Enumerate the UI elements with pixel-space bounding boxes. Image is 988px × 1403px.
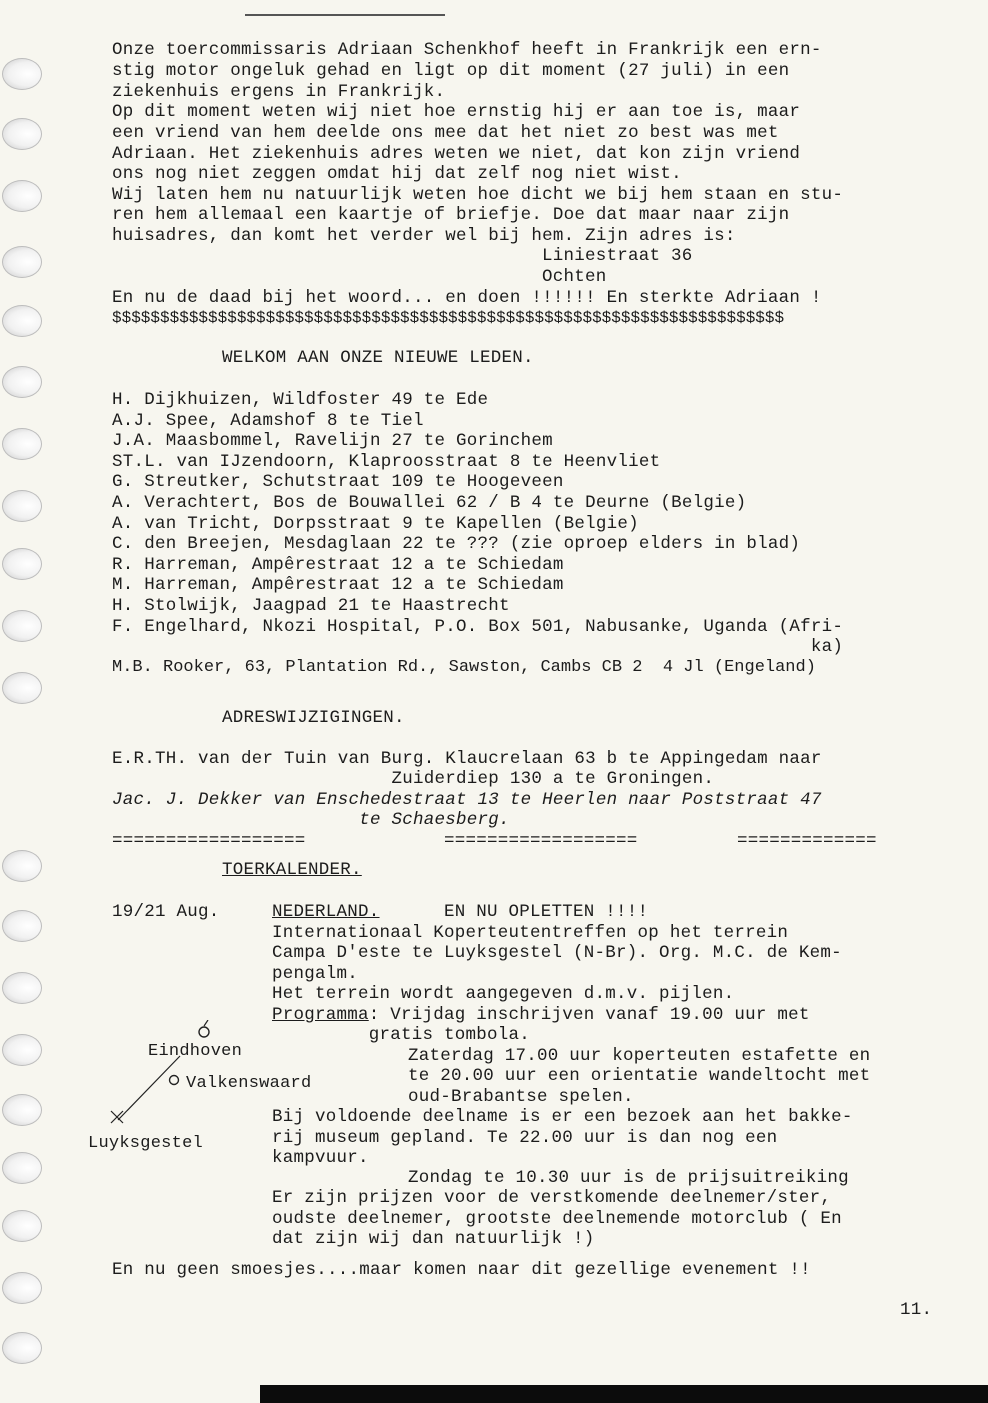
binder-hole — [2, 1332, 42, 1364]
separator: ============= — [737, 831, 877, 851]
address-street: Liniestraat 36 — [542, 246, 693, 266]
member-line: G. Streutker, Schutstraat 109 te Hoogeveen — [112, 472, 564, 492]
intro-line: Onze toercommissaris Adriaan Schenkhof heeft in Frankrijk een ern- — [112, 40, 822, 60]
intro-line: Wij laten hem nu natuurlijk weten hoe dicht we bij hem staan en stu- — [112, 185, 844, 205]
map-label-luyksgestel: Luyksgestel — [88, 1134, 203, 1153]
program-line: Er zijn prijzen voor de verstkomende deelnemer/ster, — [272, 1188, 832, 1208]
member-line: ka) — [112, 637, 844, 657]
scan-edge-cut — [0, 1385, 260, 1403]
member-line: J.A. Maasbommel, Ravelijn 27 te Gorinchem — [112, 431, 553, 451]
member-line: H. Stolwijk, Jaagpad 21 te Haastrecht — [112, 596, 510, 616]
member-line: F. Engelhard, Nkozi Hospital, P.O. Box 501, Nabusanke, Uganda (Afri- — [112, 617, 844, 637]
member-line: A. van Tricht, Dorpsstraat 9 te Kapellen (Belgie) — [112, 514, 639, 534]
program-line: rij museum gepland. Te 22.00 uur is dan nog een — [272, 1128, 778, 1148]
binder-hole — [2, 180, 42, 212]
valkenswaard-marker — [170, 1076, 179, 1085]
intro-closing: En nu de daad bij het woord... en doen !!!!!! En sterkte Adriaan ! — [112, 288, 822, 308]
address-change-line: Jac. J. Dekker van Enschedestraat 13 te Heerlen naar Poststraat 47 — [112, 790, 822, 810]
binder-hole — [2, 58, 42, 90]
binder-holes — [0, 0, 60, 1403]
binder-hole — [2, 490, 42, 522]
binder-hole — [2, 910, 42, 942]
dollar-divider: $$$$$$$$$$$$$$$$$$$$$$$$$$$$$$$$$$$$$$$$$$$$$$$$$$$$$$$$$$$$$$$$$$$$$$ — [112, 309, 785, 327]
eindhoven-marker — [199, 1027, 209, 1037]
scan-edge — [0, 1385, 988, 1403]
intro-line: een vriend van hem deelde ons mee dat het niet zo best was met — [112, 123, 779, 143]
member-line: H. Dijkhuizen, Wildfoster 49 te Ede — [112, 390, 489, 410]
binder-hole — [2, 305, 42, 337]
intro-line: ons nog niet zeggen omdat hij dat zelf nog niet wist. — [112, 164, 682, 184]
separator: ================== — [112, 831, 306, 851]
event-line: Internationaal Koperteutentreffen op het terrein — [272, 923, 789, 943]
event-date: 19/21 Aug. — [112, 902, 220, 922]
program-line: Bij voldoende deelname is er een bezoek aan het bakke- — [272, 1107, 853, 1127]
event-line: Het terrein wordt aangegeven d.m.v. pijlen. — [272, 984, 735, 1004]
intro-line: ren hem allemaal een kaartje of briefje. Doe dat maar naar zijn — [112, 205, 790, 225]
binder-hole — [2, 548, 42, 580]
page-number: 11. — [900, 1300, 933, 1320]
binder-hole — [2, 246, 42, 278]
event-line: pengalm. — [272, 964, 359, 984]
intro-line: stig motor ongeluk gehad en ligt op dit moment (27 juli) in een — [112, 61, 790, 81]
event-line: Campa D'este te Luyksgestel (N-Br). Org. M.C. de Kem- — [272, 943, 842, 963]
member-line: C. den Breejen, Mesdaglaan 22 te ??? (zie oproep elders in blad) — [112, 534, 801, 554]
binder-hole — [2, 1210, 42, 1242]
route-line — [118, 1056, 180, 1120]
binder-hole — [2, 972, 42, 1004]
intro-line: Adriaan. Het ziekenhuis adres weten we niet, dat kon zijn vriend — [112, 144, 801, 164]
binder-hole — [2, 1094, 42, 1126]
member-line: R. Harreman, Ampêrestraat 12 a te Schiedam — [112, 555, 564, 575]
address-changes-heading: ADRESWIJZIGINGEN. — [222, 708, 405, 728]
binder-hole — [2, 850, 42, 882]
intro-line: ziekenhuis ergens in Frankrijk. — [112, 82, 446, 102]
calendar-heading: TOERKALENDER. — [222, 860, 362, 880]
binder-hole — [2, 428, 42, 460]
program-line: gratis tombola. — [272, 1025, 531, 1045]
program-text: : Vrijdag inschrijven vanaf 19.00 uur met — [368, 1005, 810, 1025]
program-line: oudste deelnemer, grootste deelnemende motorclub ( En — [272, 1209, 842, 1229]
intro-line: huisadres, dan komt het verder wel bij hem. Zijn adres is: — [112, 226, 736, 246]
program-line — [272, 1005, 810, 1025]
address-change-line: te Schaesberg. — [112, 810, 510, 830]
binder-hole — [2, 672, 42, 704]
binder-hole — [2, 118, 42, 150]
program-label: Programma — [272, 1005, 369, 1025]
address-city: Ochten — [542, 267, 607, 287]
program-line: Zondag te 10.30 uur is de prijsuitreiking — [322, 1168, 849, 1188]
address-change-line: E.R.TH. van der Tuin van Burg. Klaucrelaan 63 b te Appingedam naar — [112, 749, 822, 769]
binder-hole — [2, 1152, 42, 1184]
binder-hole — [2, 366, 42, 398]
separator: ================== — [444, 831, 638, 851]
event-country: NEDERLAND. — [272, 902, 380, 922]
calendar-closing: En nu geen smoesjes....maar komen naar dit gezellige evenement !! — [112, 1260, 811, 1280]
intro-line: Op dit moment weten wij niet hoe ernstig hij er aan toe is, maar — [112, 102, 801, 122]
binder-hole — [2, 1034, 42, 1066]
member-line: A. Verachtert, Bos de Bouwallei 62 / B 4 te Deurne (Belgie) — [112, 493, 747, 513]
top-rule — [245, 14, 445, 16]
program-line: dat zijn wij dan natuurlijk !) — [272, 1229, 595, 1249]
map-label-eindhoven: Eindhoven — [148, 1042, 243, 1061]
member-line: M.B. Rooker, 63, Plantation Rd., Sawston, Cambs CB 2 4 Jl (Engeland) — [112, 658, 816, 677]
event-attention: EN NU OPLETTEN !!!! — [444, 902, 649, 922]
program-line: Zaterdag 17.00 uur koperteuten estafette en — [322, 1046, 871, 1066]
new-members-heading: WELKOM AAN ONZE NIEUWE LEDEN. — [222, 348, 534, 368]
program-line: kampvuur. — [272, 1148, 369, 1168]
address-change-line: Zuiderdiep 130 a te Groningen. — [112, 769, 715, 789]
binder-hole — [2, 610, 42, 642]
program-line: te 20.00 uur een orientatie wandeltocht met — [322, 1066, 871, 1086]
member-line: A.J. Spee, Adamshof 8 te Tiel — [112, 411, 424, 431]
binder-hole — [2, 1272, 42, 1304]
route-sketch — [80, 1020, 312, 1160]
member-line: M. Harreman, Ampêrestraat 12 a te Schiedam — [112, 575, 564, 595]
program-line: oud-Brabantse spelen. — [322, 1087, 634, 1107]
route-stroke — [204, 1020, 208, 1026]
member-line: ST.L. van IJzendoorn, Klaproosstraat 8 te Heenvliet — [112, 452, 661, 472]
map-label-valkenswaard: Valkenswaard — [186, 1074, 312, 1093]
